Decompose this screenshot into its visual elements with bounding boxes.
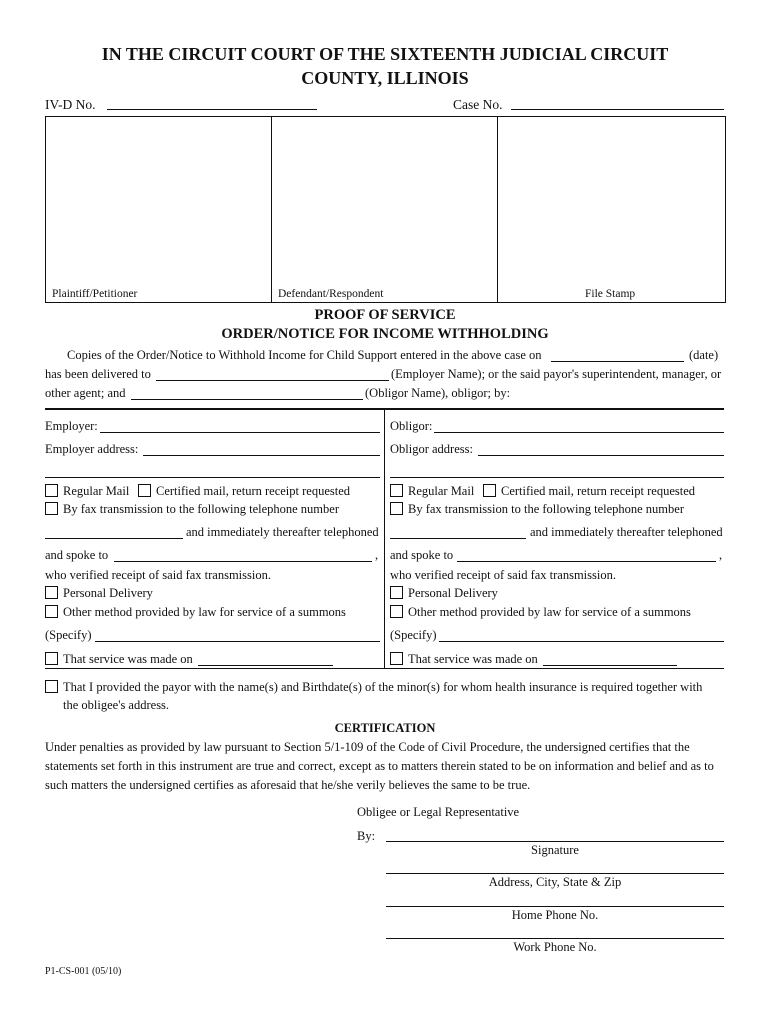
work-phone-caption: Work Phone No. xyxy=(513,940,597,954)
employer-other-method-checkbox[interactable] xyxy=(45,605,58,618)
employer-field[interactable] xyxy=(100,432,380,433)
obligor-regular-mail-label: Regular Mail xyxy=(408,484,475,498)
defendant-label: Defendant/Respondent xyxy=(278,288,384,300)
employer-specify-field[interactable] xyxy=(95,641,380,642)
obligor-specify-field[interactable] xyxy=(439,641,724,642)
employer-personal-delivery-label: Personal Delivery xyxy=(63,586,153,600)
home-phone-field[interactable] xyxy=(386,906,724,907)
obligor-service-date-field[interactable] xyxy=(543,665,677,666)
service-column-divider xyxy=(384,410,385,668)
caption-box xyxy=(45,116,726,303)
certification-title: CERTIFICATION xyxy=(334,721,436,735)
intro-copies-text: Copies of the Order/Notice to Withhold Income for Child Support entered in the above case on xyxy=(67,348,542,362)
ivd-label: IV-D No. xyxy=(45,97,96,112)
plaintiff-label: Plaintiff/Petitioner xyxy=(52,288,138,300)
health-insurance-checkbox[interactable] xyxy=(45,680,58,693)
certification-line3: such matters the undersigned certifies as aforesaid that he/she verily believes the same to be true. xyxy=(45,778,531,792)
obligor-comma: , xyxy=(719,548,723,562)
obligor-address-label: Obligor address: xyxy=(390,442,473,456)
obligor-certified-mail-label: Certified mail, return receipt requested xyxy=(501,484,696,498)
form-id: P1-CS-001 (05/10) xyxy=(45,966,122,977)
caption-divider-2 xyxy=(497,116,498,302)
signature-caption: Signature xyxy=(531,843,579,857)
obligor-name-field[interactable] xyxy=(131,399,363,400)
court-title: IN THE CIRCUIT COURT OF THE SIXTEENTH JUDICIAL CIRCUIT xyxy=(101,44,669,64)
employer-address-label: Employer address: xyxy=(45,442,139,456)
county-title: COUNTY, ILLINOIS xyxy=(301,68,469,88)
employer-service-made-label: That service was made on xyxy=(63,652,193,666)
signature-field[interactable] xyxy=(386,841,724,842)
service-section-bottom-rule xyxy=(45,668,724,669)
obligor-address-field-2[interactable] xyxy=(390,477,724,478)
employer-regular-mail-label: Regular Mail xyxy=(63,484,130,498)
obligor-spoke-to-label: and spoke to xyxy=(390,548,454,562)
certification-line2: statements set forth in this instrument are true and correct, except as to matters therein stated to be on information and belief and as to xyxy=(45,759,714,773)
employer-comma: , xyxy=(375,548,379,562)
other-agent-text: other agent; and xyxy=(45,386,126,400)
obligor-other-method-label: Other method provided by law for service of a summons xyxy=(408,605,691,619)
employer-verified-text: who verified receipt of said fax transmission. xyxy=(45,568,271,582)
proof-of-service-title: PROOF OF SERVICE xyxy=(314,307,456,323)
employer-name-label: (Employer Name); or the said payor's superintendent, manager, or xyxy=(391,367,722,381)
obligor-fax-checkbox[interactable] xyxy=(390,502,403,515)
date-label: (date) xyxy=(689,348,719,362)
employer-certified-mail-label: Certified mail, return receipt requested xyxy=(156,484,351,498)
ivd-number-field[interactable] xyxy=(107,109,317,110)
obligor-regular-mail-checkbox[interactable] xyxy=(390,484,403,497)
entered-date-field[interactable] xyxy=(551,361,684,362)
address-caption: Address, City, State & Zip xyxy=(488,875,622,889)
case-label: Case No. xyxy=(453,97,503,112)
obligor-spoke-to-field[interactable] xyxy=(457,561,716,562)
obligor-personal-delivery-checkbox[interactable] xyxy=(390,586,403,599)
employer-regular-mail-checkbox[interactable] xyxy=(45,484,58,497)
employer-personal-delivery-checkbox[interactable] xyxy=(45,586,58,599)
employer-fax-number-field[interactable] xyxy=(45,538,183,539)
caption-divider-1 xyxy=(271,116,272,302)
obligor-personal-delivery-label: Personal Delivery xyxy=(408,586,498,600)
obligor-certified-mail-checkbox[interactable] xyxy=(483,484,496,497)
obligor-specify-label: (Specify) xyxy=(390,628,437,642)
obligor-fax-number-field[interactable] xyxy=(390,538,526,539)
employer-label: Employer: xyxy=(45,419,98,433)
employer-spoke-to-label: and spoke to xyxy=(45,548,109,562)
address-field[interactable] xyxy=(386,873,724,874)
employer-fax-checkbox[interactable] xyxy=(45,502,58,515)
employer-certified-mail-checkbox[interactable] xyxy=(138,484,151,497)
employer-fax-label: By fax transmission to the following telephone number xyxy=(63,502,339,516)
health-insurance-text-line1: That I provided the payor with the name(s) and Birthdate(s) of the minor(s) for whom health insurance is required together with xyxy=(63,680,703,694)
employer-address-field-2[interactable] xyxy=(45,477,380,478)
obligor-service-made-label: That service was made on xyxy=(408,652,538,666)
employer-spoke-to-field[interactable] xyxy=(114,561,372,562)
obligor-field[interactable] xyxy=(434,432,724,433)
employer-specify-label: (Specify) xyxy=(45,628,92,642)
employer-service-made-checkbox[interactable] xyxy=(45,652,58,665)
employer-other-method-label: Other method provided by law for service of a summons xyxy=(63,605,346,619)
obligee-label: Obligee or Legal Representative xyxy=(357,805,520,819)
health-insurance-text-line2: the obligee's address. xyxy=(63,698,170,712)
employer-telephoned-text: and immediately thereafter telephoned xyxy=(186,525,379,539)
employer-service-date-field[interactable] xyxy=(198,665,333,666)
obligor-verified-text: who verified receipt of said fax transmission. xyxy=(390,568,616,582)
work-phone-field[interactable] xyxy=(386,938,724,939)
obligor-telephoned-text: and immediately thereafter telephoned xyxy=(530,525,723,539)
obligor-address-field[interactable] xyxy=(478,455,724,456)
obligor-service-made-checkbox[interactable] xyxy=(390,652,403,665)
employer-address-field[interactable] xyxy=(143,455,380,456)
file-stamp-label: File Stamp xyxy=(585,288,636,300)
obligor-fax-label: By fax transmission to the following telephone number xyxy=(408,502,684,516)
by-label: By: xyxy=(357,829,376,843)
certification-line1: Under penalties as provided by law pursuant to Section 5/1-109 of the Code of Civil Procedure, the undersigned certifies that the xyxy=(45,740,690,754)
order-notice-title: ORDER/NOTICE FOR INCOME WITHHOLDING xyxy=(221,326,549,342)
obligor-label: Obligor: xyxy=(390,419,433,433)
delivered-text: has been delivered to xyxy=(45,367,151,381)
case-number-field[interactable] xyxy=(511,109,724,110)
obligor-other-method-checkbox[interactable] xyxy=(390,605,403,618)
obligor-name-label: (Obligor Name), obligor; by: xyxy=(365,386,511,400)
home-phone-caption: Home Phone No. xyxy=(511,908,599,922)
employer-name-field[interactable] xyxy=(156,380,389,381)
